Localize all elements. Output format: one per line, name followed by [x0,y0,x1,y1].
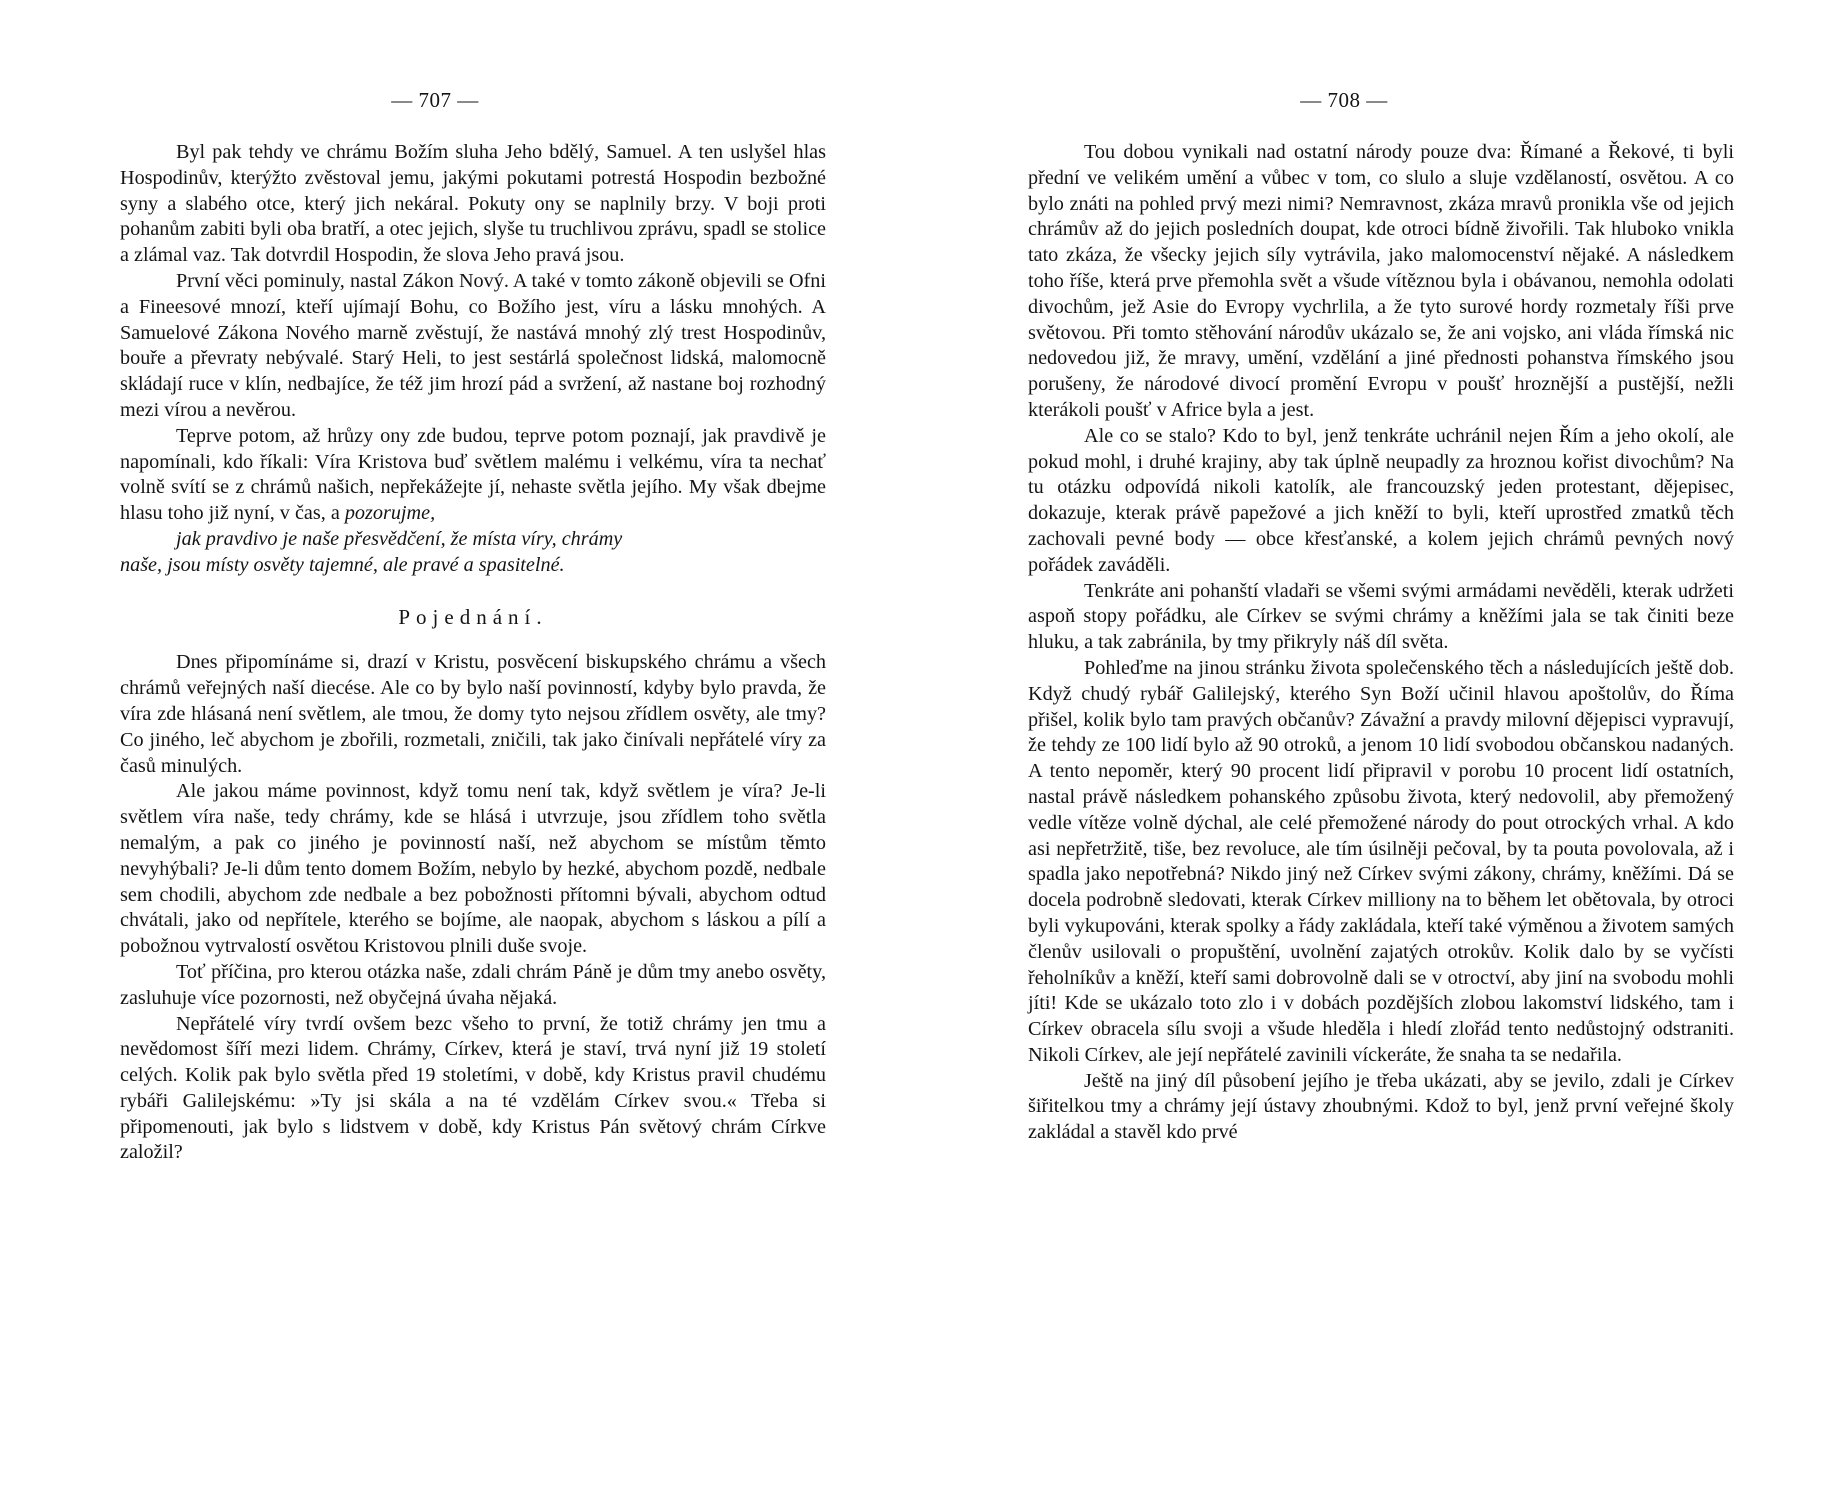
right-page [914,0,1824,1500]
paragraph: Byl pak tehdy ve chrámu Božím sluha Jeho bdělý, Samuel. A ten uslyšel hlas Hospodinův, kterýžto zvěstoval jemu, jakými pokutami potrestá Hospodin bezbožné syny a slabého otce, který jich nekáral. Pokuty ony se naplnily brzy. V boji proti pohanům zabiti byli oba bratří, a otec jejich, slyše tu truchlivou zprávu, spadl se stolice a zlámal vaz. Tak dotvrdil Hospodin, že slova Jeho pravá jsou. [120,141,826,267]
paragraph: První věci pominuly, nastal Zákon Nový. A také v tomto zákoně objevili se Ofni a Fineesové mnozí, kteří ujímají Bohu, co Božího jest, víru a lásku mnohých. A Samuelové Zákona Nového marně zvěstují, že nastává mnohý zlý trest Hospodinův, bouře a převraty nebývalé. Starý Heli, to jest sestárlá společnost lidská, malomocně skládají ruce v klín, nedbajíce, že též jim hrozí pád a svržení, až nastane boj rozhodný mezi vírou a nevěrou. [120,269,826,421]
text-column [1028,140,1734,1146]
emphasized-word: pozorujme, [344,502,436,525]
quote-line: jak pravdivo je naše přesvědčení, že místa víry, chrámy [176,527,623,550]
text-column [120,140,826,1166]
page-number: — 707 — [391,88,479,112]
section-heading: Pojednání. [398,604,548,629]
paragraph: Tou dobou vynikali nad ostatní národy pouze dva: Římané a Řekové, ti byli přední ve velikém umění a vůbec v tom, co slulo a sluje vzdělaností, osvětou. A co bylo znáti na pohled prvý mezi nimi? Nemravnost, zkáza mravů pronikla vše od jejich chrámův až do jejich posledních doupat, kde otroci bídně živořili. Tak hluboko vnikla tato zkáza, že všecky jejich síly vytrávila, jako malomocenství nějaké. A následkem toho říše, která prve přemohla svět a všude vítěznou byla i obávanou, nemohla odolati divochům, jež Asie do Evropy vychrlila, a že tyto surové hordy rozmetaly říši prve světovou. Při tomto stěhování národův ukázalo se, že ani vojsko, ani vláda římská nic nedovedou již, že mravy, umění, vzdělání a jiné přednosti pohanstva římského jsou porušeny, že národové divocí promění Evropu v poušť hroznější a pustější, nežli kterákoli poušť v Africe byla a jest. [1028,141,1734,421]
quote-line: naše, jsou místy osvěty tajemné, ale pravé a spasitelné. [120,553,565,576]
paragraph: Pohleďme na jinou stránku života společenského těch a následujících ještě dob. Když chudý rybář Galilejský, kterého Syn Boží učinil hlavou apoštolův, do Říma přišel, kolik bylo tam pravých občanův? Závažní a pravdy milovní dějepisci vypravují, že tehdy ze 100 lidí bylo až 90 otroků, a jenom 10 lidí svobodou občanskou nadaných. A tento nepoměr, který 90 procent lidí připravil v porobu 10 procent lidí ostatních, nastal právě následkem pohanského způsobu života, který nedovolil, aby přemožený vedle vítěze volně dýchal, ale celé přemožené národy do pout otrockých vrhal. A kdo asi nepřetržitě, tiše, bez revoluce, ale tím úsilněji pečoval, by ta pouta povolovala, až i spadla jako nepotřebná? Nikdo jiný než Církev svými zákony, chrámy, kněžími. Dá se docela podrobně sledovati, kterak Církev milliony na to během let obětovala, by otroci byli vykupováni, kterak spolky a řády zakládala, kteří také výměnou a životem samých členův usilovali o propuštění, uvolnění zajatých otrokův. Kolik dalo by se vyčísti řeholníkův a kněží, kteří sami dobrovolně dali se v otroctví, aby jiní na svobodu mohli jíti! Kde se ukázalo toto zlo i v dobách pozdějších zlobou lakomství lidského, tam i Církev obracela sílu svoji a všude hleděla i hledí zlořád tento nedůstojný odstraniti. Nikoli Církev, ale její nepřátelé zavinili víckeráte, že snaha ta se nedařila. [1028,656,1734,1066]
paragraph: Ale jakou máme povinnost, když tomu není tak, když světlem je víra? Je-li světlem víra naše, tedy chrámy, kde se hlásá i utvrzuje, jsou zřídlem toho světla nemalým, a pak co jiného je povinností naší, než abychom se místům těmto nevyhýbali? Je-li dům tento domem Božím, nebylo by hezké, abychom pozdě, nedbale sem chodili, abychom zde nedbale a bez pobožnosti přítomni bývali, abychom odtud chvátali, jako od nepřítele, kterého se bojíme, ale naopak, abychom s láskou a pílí a pobožnou vytrvalostí osvětou Kristovou plnili duše svoje. [120,780,826,958]
paragraph: Toť příčina, pro kterou otázka naše, zdali chrám Páně je dům tmy anebo osvěty, zasluhuje více pozornosti, než obyčejná úvaha nějaká. [120,960,826,1009]
left-page [0,0,910,1500]
paragraph-text: Teprve potom, až hrůzy ony zde budou, teprve potom poznají, jak pravdivě je napomínali, kdo říkali: Víra Kristova buď světlem malému i velkému, víra ta nechať volně svítí se z chrámů našich, nepřekážejte jí, nehaste světla jejího. My však dbejme hlasu toho již nyní, v čas, a [120,424,826,525]
paragraph: Ale co se stalo? Kdo to byl, jenž tenkráte uchránil nejen Řím a jeho okolí, ale pokud mohl, i druhé krajiny, aby tak úplně neupadly za hroznou kořist divochům? Na tu otázku odpovídá nikoli katolík, ale francouzský jeden protestant, dějepisec, dokazuje, kterak právě papežové a jich kněží to byli, kteří uprostřed zmatků těch zachovali pevné body — obce křesťanské, a kolem jejich chrámů pevných nový pořádek zaváděli. [1028,424,1734,576]
paragraph [120,424,826,527]
paragraph: Tenkráte ani pohanští vladaři se všemi svými armádami nevěděli, kterak udržeti aspoň stopy pořádku, ale Církev se svými chrámy a kněžími jala se tak činiti beze hluku, a tak zabránila, by tmy přikryly náš díl světa. [1028,579,1734,654]
paragraph: Nepřátelé víry tvrdí ovšem bezc všeho to první, že totiž chrámy jen tmu a nevědomost šíří mezi lidem. Chrámy, Církev, která je staví, trvá nyní již 19 století celých. Kolik pak bylo světla před 19 stoletími, v době, kdy Kristus pravil chudému rybáři Galilejskému: »Ty jsi skála a na té vzdělám Církev svou.« Třeba si připomenouti, jak bylo s lidstvem v době, kdy Kristus Pán světový chrám Církve založil? [120,1012,826,1164]
paragraph: Dnes připomínáme si, drazí v Kristu, posvěcení biskupského chrámu a všech chrámů veřejných naší diecése. Ale co by bylo naší povinností, kdyby bylo pravda, že víra zde hlásaná není světlem, ale tmou, že domy tyto nejsou zřídlem osvěty, ale tmy? Co jiného, leč abychom je zbořili, rozmetali, zničili, tak jako činívali nepřátelé víry za časů minulých. [120,651,826,777]
page-number: — 708 — [1300,88,1388,112]
italic-quote [120,527,826,579]
paragraph: Ještě na jiný díl působení jejího je třeba ukázati, aby se jevilo, zdali je Církev šiřitelkou tmy a chrámy její ústavy zhoubnými. Kdož to byl, jenž první veřejné školy zakládal a stavěl kdo prvé [1028,1069,1734,1144]
